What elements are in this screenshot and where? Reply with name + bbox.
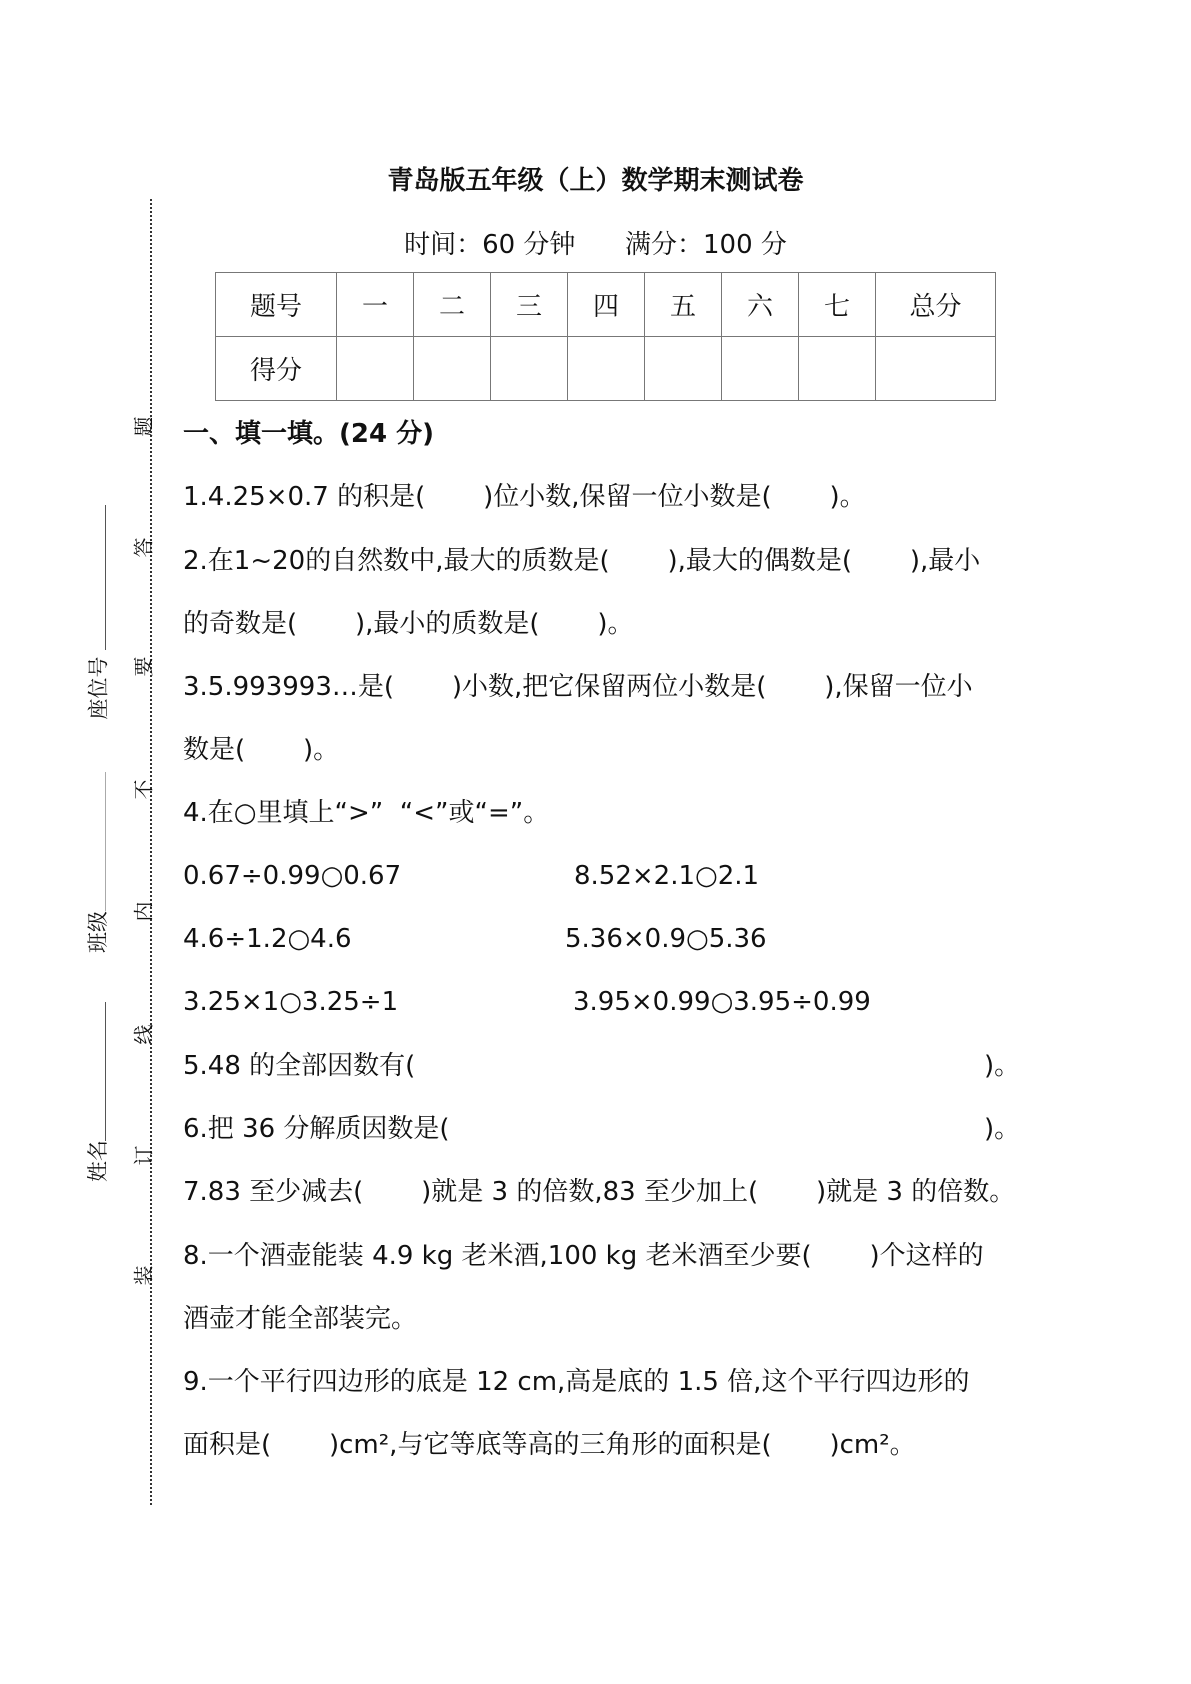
header-cell: 总分 <box>876 273 996 337</box>
question-line: 8.一个酒壶能装 4.9 kg 老米酒,100 kg 老米酒至少要( )个这样的 <box>183 1241 984 1271</box>
score-cell[interactable] <box>568 337 645 401</box>
question-line: 面积是( )cm²,与它等底等高的三角形的面积是( )cm²。 <box>183 1430 916 1460</box>
header-cell: 六 <box>722 273 799 337</box>
question-line: 1.4.25×0.7 的积是( )位小数,保留一位小数是( )。 <box>183 482 866 512</box>
binding-line <box>150 199 152 1505</box>
binding-char: 装 <box>131 1265 156 1286</box>
score-cell[interactable] <box>645 337 722 401</box>
score-cell[interactable] <box>491 337 568 401</box>
score-cell[interactable] <box>876 337 996 401</box>
score-cell[interactable] <box>337 337 414 401</box>
binding-char: 不 <box>131 779 156 800</box>
question-line: 4.在○里填上“>” “<”或“=”。 <box>183 798 550 828</box>
seat-number-underline <box>105 505 106 650</box>
question-line: 数是( )。 <box>183 735 340 765</box>
question-6-end: )。 <box>984 1114 1021 1144</box>
question-line: 的奇数是( ),最小的质数是( )。 <box>183 609 634 639</box>
header-cell: 一 <box>337 273 414 337</box>
binding-char: 线 <box>131 1024 156 1045</box>
section-heading: 一、填一填。(24 分) <box>183 419 434 449</box>
binding-char: 答 <box>131 537 156 558</box>
compare-item: 8.52×2.1○2.1 <box>574 861 760 891</box>
header-cell: 五 <box>645 273 722 337</box>
exam-info <box>0 224 1191 261</box>
name-label: 姓名 <box>86 1140 110 1182</box>
score-table-score-row <box>216 337 996 401</box>
header-cell: 二 <box>414 273 491 337</box>
question-line: 酒壶才能全部装完。 <box>183 1304 418 1334</box>
binding-char: 订 <box>131 1145 156 1166</box>
score-table <box>215 272 996 401</box>
name-underline <box>105 1002 106 1141</box>
header-cell: 三 <box>491 273 568 337</box>
exam-time: 时间：60 分钟 <box>404 230 576 260</box>
question-6: 6.把 36 分解质因数是( <box>183 1114 450 1144</box>
compare-item: 5.36×0.9○5.36 <box>565 924 767 954</box>
header-cell: 四 <box>568 273 645 337</box>
binding-char: 内 <box>131 901 156 922</box>
compare-item: 0.67÷0.99○0.67 <box>183 861 402 891</box>
header-cell: 题号 <box>216 273 337 337</box>
score-label: 得分 <box>216 337 337 401</box>
page-title: 青岛版五年级（上）数学期末测试卷 <box>387 166 804 196</box>
compare-item: 3.95×0.99○3.95÷0.99 <box>573 987 871 1017</box>
score-cell[interactable] <box>799 337 876 401</box>
compare-item: 3.25×1○3.25÷1 <box>183 987 399 1017</box>
score-cell[interactable] <box>414 337 491 401</box>
question-5: 5.48 的全部因数有( <box>183 1051 416 1081</box>
header-cell: 七 <box>799 273 876 337</box>
score-table-header-row <box>216 273 996 337</box>
class-underline <box>105 772 106 911</box>
question-line: 2.在1~20的自然数中,最大的质数是( ),最大的偶数是( ),最小 <box>183 546 981 576</box>
compare-item: 4.6÷1.2○4.6 <box>183 924 352 954</box>
seat-number-label: 座位号 <box>86 656 111 720</box>
question-line: 9.一个平行四边形的底是 12 cm,高是底的 1.5 倍,这个平行四边形的 <box>183 1367 970 1397</box>
binding-char: 要 <box>131 656 156 677</box>
question-line: 7.83 至少减去( )就是 3 的倍数,83 至少加上( )就是 3 的倍数。 <box>183 1177 1016 1207</box>
class-label: 班级 <box>86 911 110 953</box>
full-score: 满分：100 分 <box>625 230 787 260</box>
question-5-end: )。 <box>984 1051 1021 1081</box>
question-line: 3.5.993993…是( )小数,把它保留两位小数是( ),保留一位小 <box>183 672 973 702</box>
binding-char: 题 <box>131 416 156 437</box>
score-cell[interactable] <box>722 337 799 401</box>
